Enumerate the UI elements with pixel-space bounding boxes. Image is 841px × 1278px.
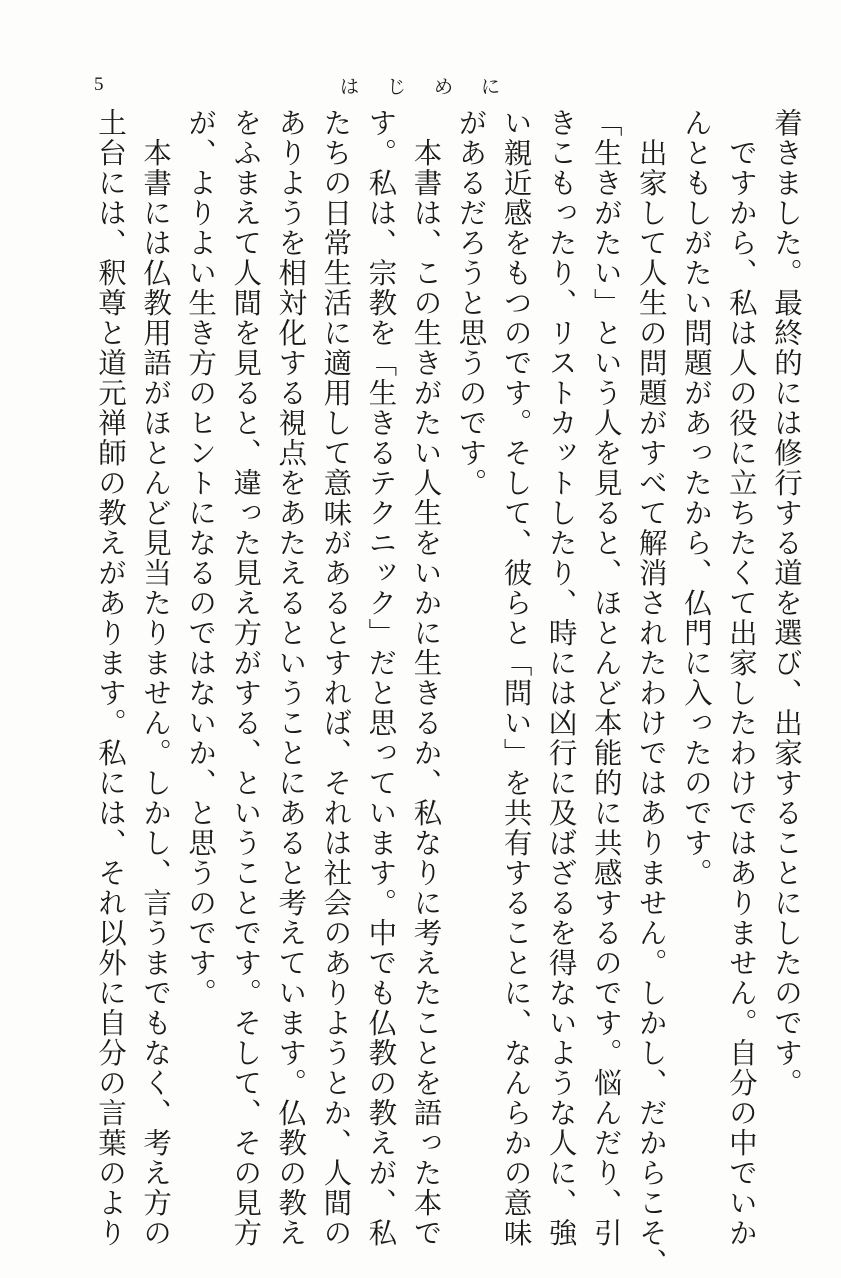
text-column: きこもったり、リストカットしたり、時には凶行に及ばざるを得ないような人に、強: [544, 108, 578, 1248]
text-column: 本書は、この生きがたい人生をいかに生きるか、私なりに考えたことを語った本で: [409, 108, 443, 1248]
text-column: が、よりよい生き方のヒントになるのではないか、と思うのです。: [184, 108, 218, 1008]
text-column: 着きました。最終的には修行する道を選び、出家することにしたのです。: [769, 108, 803, 1098]
running-title-char: め: [433, 76, 453, 98]
running-title-char: じ: [386, 76, 406, 98]
text-column: があるだろうと思うのです。: [454, 108, 488, 498]
running-title-char: に: [480, 76, 500, 98]
text-column: い親近感をもつのです。そして、彼らと「問い」を共有することに、なんらかの意味: [499, 108, 533, 1248]
body-text: [88, 108, 803, 1278]
text-column: す。私は、宗教を「生きるテクニック」だと思っています。中でも仏教の教えが、私: [364, 108, 398, 1248]
text-column: んともしがたい問題があったから、仏門に入ったのです。: [679, 108, 713, 888]
text-column: ありようを相対化する視点をあたえるということにあると考えています。仏教の教え: [274, 108, 308, 1248]
running-title: [340, 72, 500, 99]
text-column: をふまえて人間を見ると、違った見え方がする、ということです。そして、その見方: [229, 108, 263, 1248]
text-column: 本書には仏教用語がほとんど見当たりません。しかし、言うまでもなく、考え方の: [139, 108, 173, 1248]
text-column: 出家して人生の問題がすべて解消されたわけではありません。しかし、だからこそ、: [634, 108, 668, 1278]
text-column: 土台には、釈尊と道元禅師の教えがあります。私には、それ以外に自分の言葉のより: [94, 108, 127, 1248]
page-number: 5: [94, 74, 104, 95]
text-column: たちの日常生活に適用して意味があるとすれば、それは社会のありようとか、人間の: [319, 108, 353, 1248]
text-column: 「生きがたい」という人を見ると、ほとんど本能的に共感するのです。悩んだり、引: [589, 108, 623, 1248]
text-column: ですから、私は人の役に立ちたくて出家したわけではありません。自分の中でいか: [724, 108, 758, 1248]
running-title-char: は: [340, 76, 360, 98]
